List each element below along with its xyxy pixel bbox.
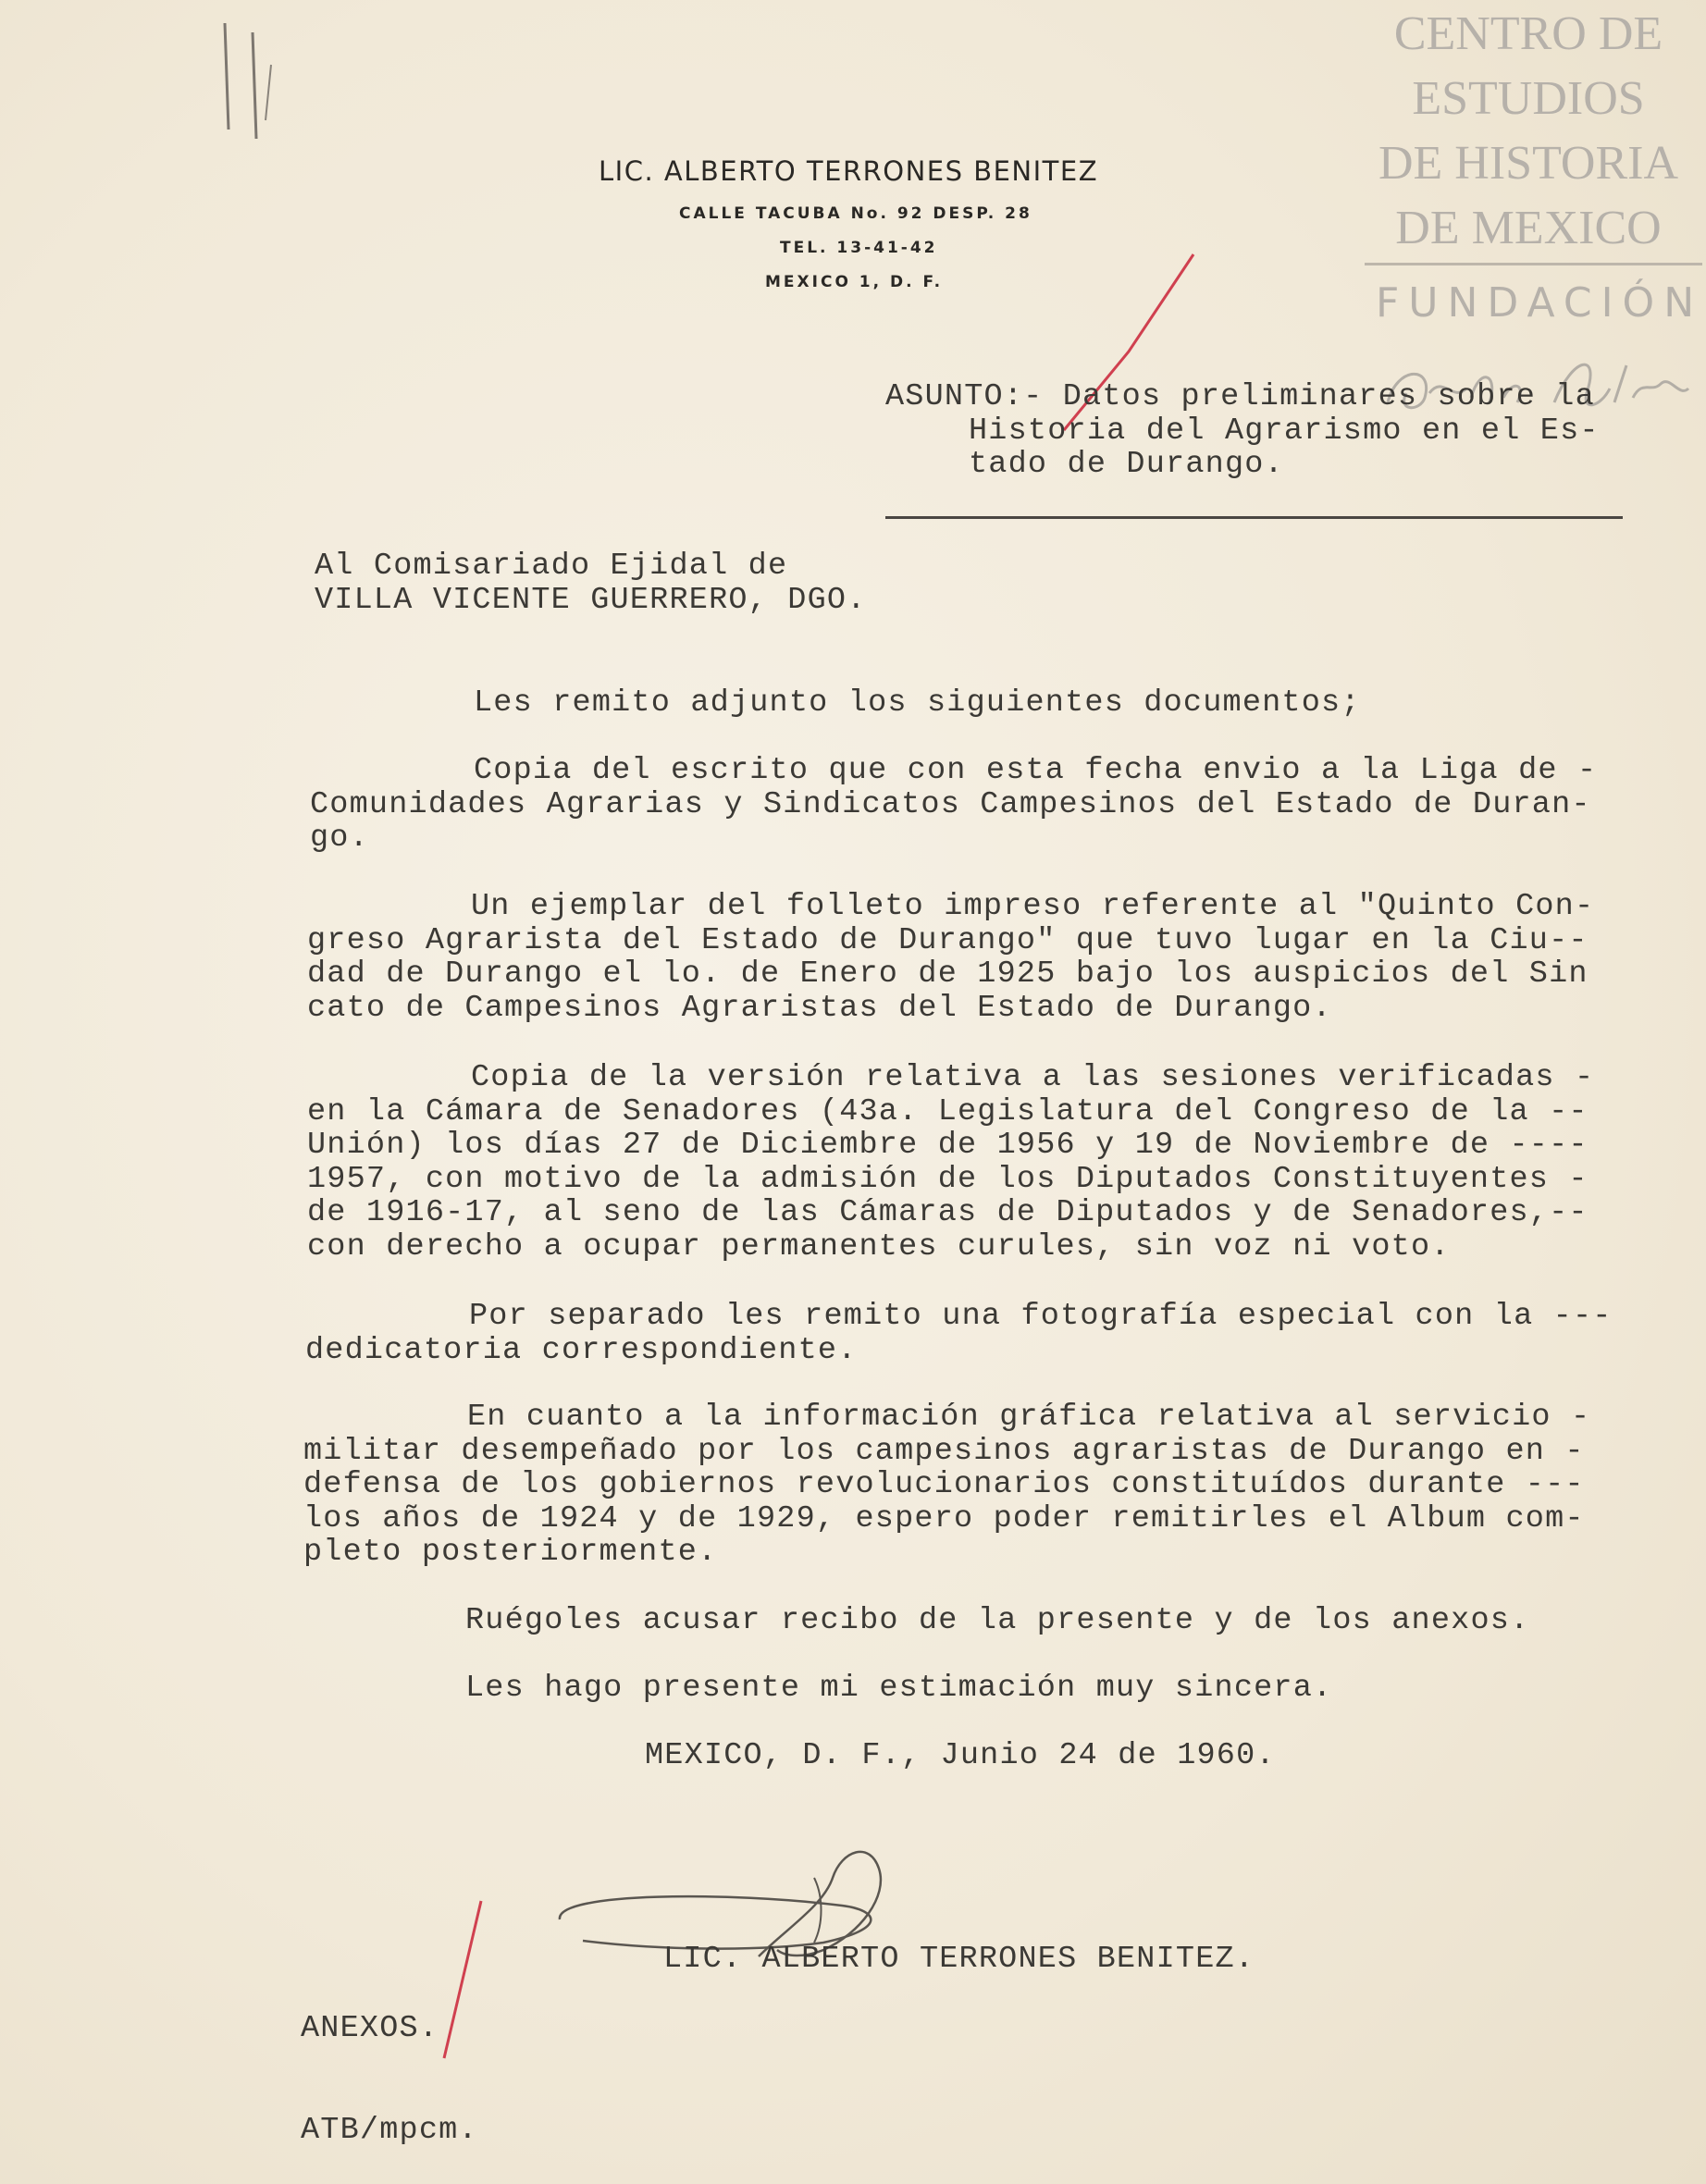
initials-label: ATB/mpcm. [301, 2113, 478, 2148]
acknowledge-line: Ruégoles acusar recibo de la presente y de los anexos. [465, 1603, 1530, 1638]
paragraph-4: Por separado les remito una fotografía especial con la --- dedicatoria correspondiente. [305, 1299, 1613, 1368]
paragraph-2: Un ejemplar del folleto impreso referente al "Quinto Con- greso Agrarista del Estado de Durango" que tuvo lugar en la Ciu-- dad de Durango el lo. de Enero de 1925 bajo los auspicios del Sin cato de Campesinos Agraristas del Estado de Durango. [307, 889, 1595, 1026]
letterhead-name: LIC. ALBERTO TERRONES BENITEZ [599, 155, 1099, 187]
stamp-divider [1365, 263, 1702, 265]
body-intro: Les remito adjunto los siguientes documentos; [474, 685, 1361, 721]
date-line: MEXICO, D. F., Junio 24 de 1960. [645, 1738, 1276, 1773]
pencil-marks [208, 19, 282, 139]
recipient-line: VILLA VICENTE GUERRERO, DGO. [315, 582, 867, 618]
regards-line: Les hago presente mi estimación muy sincera. [465, 1671, 1333, 1706]
stamp-line: ESTUDIOS [1412, 72, 1645, 125]
stamp-line: DE HISTORIA [1378, 137, 1679, 190]
subject-line: Historia del Agrarismo en el Es- [969, 413, 1600, 449]
stamp-foundation: FUNDACIÓN [1376, 279, 1704, 327]
letterhead-address: CALLE TACUBA No. 92 DESP. 28 [679, 204, 1032, 223]
stamp-line: CENTRO DE [1393, 7, 1663, 60]
letterhead-city: MEXICO 1, D. F. [765, 273, 944, 291]
red-pencil-line [435, 1896, 490, 2063]
paragraph-1: Copia del escrito que con esta fecha envio a la Liga de - Comunidades Agrarias y Sindicatos Campesinos del Estado de Duran- go. [310, 753, 1598, 856]
subject-block [885, 380, 1600, 482]
recipient-line: Al Comisariado Ejidal de [315, 549, 788, 584]
signature-name: LIC. ALBERTO TERRONES BENITEZ. [663, 1942, 1255, 1977]
subject-underline [885, 516, 1623, 519]
letterhead-phone: TEL. 13-41-42 [780, 239, 938, 257]
paragraph-3: Copia de la versión relativa a las sesiones verificadas - en la Cámara de Senadores (43a. Legislatura del Congreso de la -- Unión) los días 27 de Diciembre de 1956 y 19 de Noviembre de ---- 1957, con motivo de la admisión de los Diputados Constituyentes - de 1916-17, al seno de las Cámaras de Diputados y de Senadores,-- con derecho a ocupar permanentes curules, sin voz ni voto. [307, 1060, 1595, 1265]
stamp-line: DE MEXICO [1395, 202, 1662, 254]
recipient-block [315, 549, 867, 617]
subject-line: tado de Durango. [969, 447, 1284, 482]
archive-stamp [1353, 2, 1704, 261]
annexes-label: ANEXOS. [301, 2011, 439, 2046]
paragraph-5: En cuanto a la información gráfica relativa al servicio - militar desempeñado por los campesinos agraristas de Durango en - defensa de los gobiernos revolucionarios constituídos durante --- los años de 1924 y de 1929, espero poder remitirles el Album com- pleto posteriormente. [303, 1400, 1591, 1570]
subject-line: ASUNTO:- Datos preliminares sobre la [885, 379, 1595, 414]
